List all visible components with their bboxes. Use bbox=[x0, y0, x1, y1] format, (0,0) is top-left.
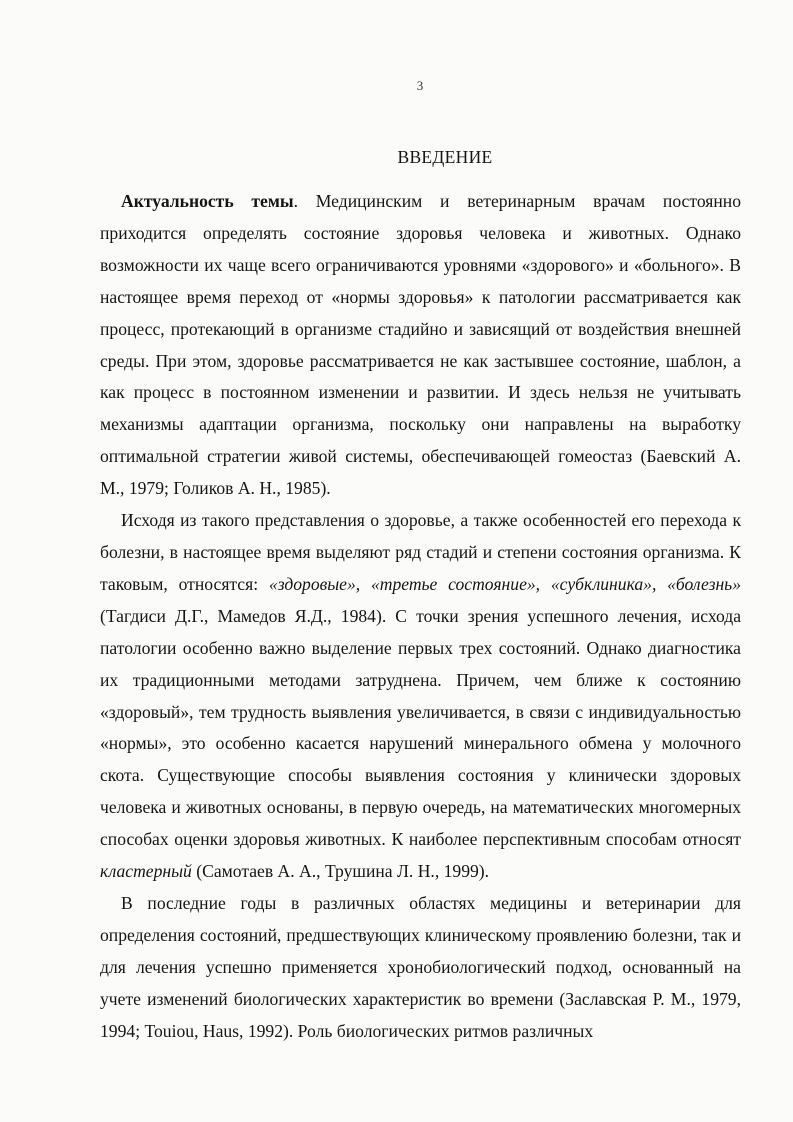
page-number: 3 bbox=[416, 78, 424, 93]
paragraph-chronobiology bbox=[100, 888, 741, 1048]
paragraph-text: (Самотаев А. А., Трушина Л. Н., 1999). bbox=[191, 861, 490, 882]
paragraph-text: В последние годы в различных областях медицины и ветеринарии для определения состояний, предшествующих клиническому проявлению болезни, так и для лечения успешно применяется хронобиологический подход, основанный на учете изменений биологических характеристик во времени (Заславская Р. М., 1979, 1994; Touiou, Haus, 1992). Роль биологических ритмов различных bbox=[100, 892, 741, 1041]
italic-terms: «здоровые», «третье состояние», «субклиника», «болезнь» bbox=[268, 573, 741, 594]
paragraph-health-stages bbox=[100, 505, 741, 888]
paragraph-relevance bbox=[100, 186, 741, 505]
paragraph-text: Исходя из такого представления о здоровье, а также особенностей его перехода к болезни, в настоящее время выделяют ряд стадий и степени состояния организма. К таковым, относятся: bbox=[100, 510, 741, 594]
paragraph-lead: Актуальность темы bbox=[121, 191, 294, 211]
section-heading: ВВЕДЕНИЕ bbox=[397, 147, 493, 167]
paragraph-text: . Медицинским и ветеринарным врачам постоянно приходится определять состояние здоровья человека и животных. Однако возможности их чаще всего ограничиваются уровнями «здорового» и «больного». В настоящее время переход от «нормы здоровья» к патологии рассматривается как процесс, протекающий в организме стадийно и зависящий от воздействия внешней среды. При этом, здоровье рассматривается не как застывшее состояние, шаблон, а как процесс в постоянном изменении и развитии. И здесь нельзя не учитывать механизмы адаптации организма, поскольку они направлены на выработку оптимальной стратегии живой системы, обеспечивающей гомеостаз (Баевский А. М., 1979; Голиков А. Н., 1985). bbox=[100, 191, 742, 499]
body-text bbox=[100, 186, 741, 1047]
paragraph-text: (Тагдиси Д.Г., Мамедов Я.Д., 1984). С точки зрения успешного лечения, исхода патологии особенно важно выделение первых трех состояний. Однако диагностика их традиционными методами затруднена. Причем, чем ближе к состоянию «здоровый», тем трудность выявления увеличивается, в связи с индивидуальностью «нормы», это особенно касается нарушений минерального обмена у молочного скота. Существующие способы выявления состояния у клинически здоровых человека и животных основаны, в первую очередь, на математических многомерных способах оценки здоровья животных. К наиболее перспективным способам относят bbox=[100, 605, 741, 850]
italic-term: кластерный bbox=[100, 861, 192, 882]
